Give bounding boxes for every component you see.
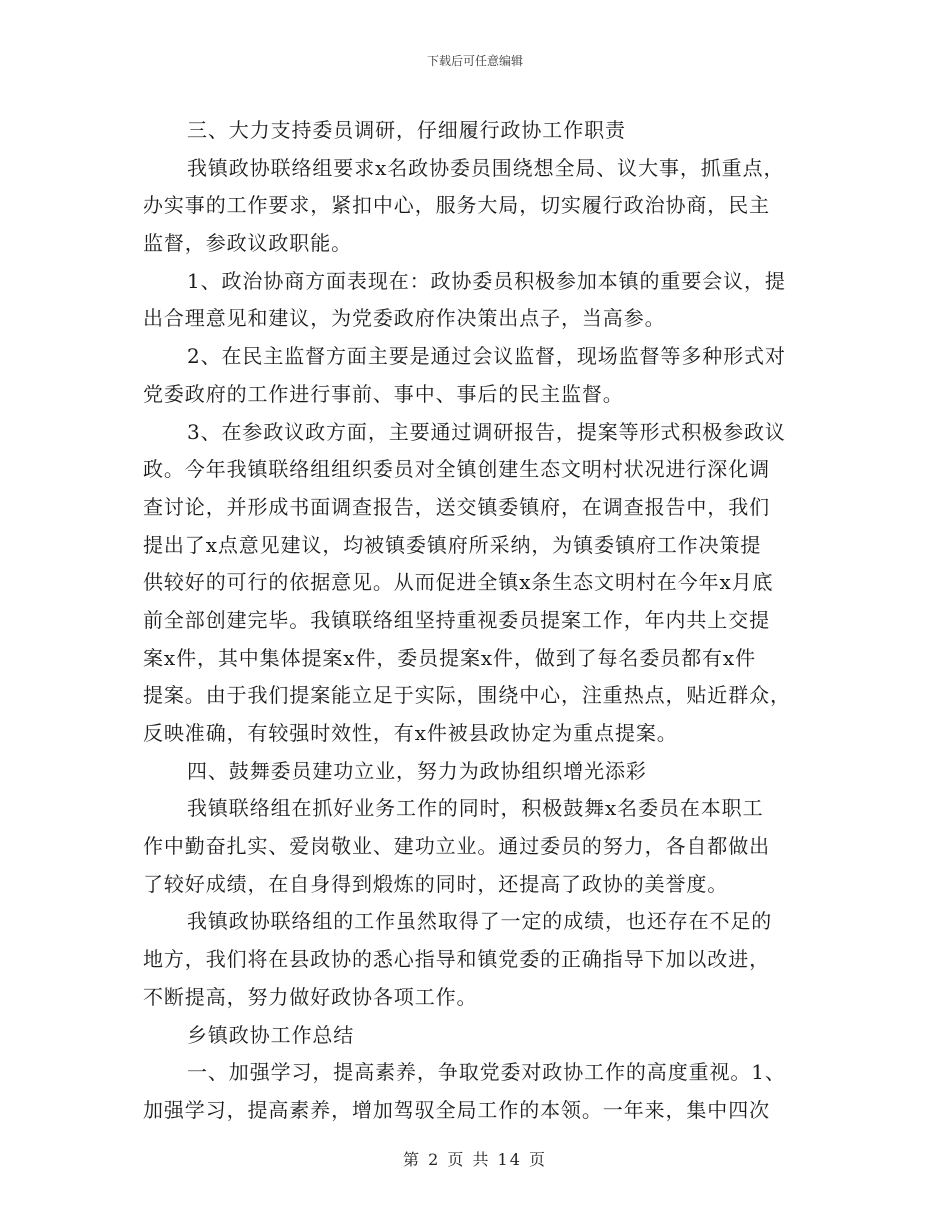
paragraph-line: 提出了x点意见建议，均被镇委镇府所采纳，为镇委镇府工作决策提: [143, 532, 762, 557]
section-heading-4: 四、鼓舞委员建功立业，努力为政协组织增光添彩: [187, 758, 647, 783]
paragraph-line: 政。今年我镇联络组组织委员对全镇创建生态文明村状况进行深化调: [143, 457, 770, 482]
paragraph-line: 查讨论，并形成书面调查报告，送交镇委镇府，在调查报告中，我们: [143, 494, 770, 519]
paragraph-line: 前全部创建完毕。我镇联络组坚持重视委员提案工作，年内共上交提: [143, 607, 770, 632]
paragraph-line: 作中勤奋扎实、爱岗敬业、建功立业。通过委员的努力，各自都做出: [143, 834, 770, 859]
paragraph-line: 2、在民主监督方面主要是通过会议监督，现场监督等多种形式对: [187, 344, 786, 369]
body-text: [143, 112, 813, 1130]
paragraph-line: 我镇政协联络组的工作虽然取得了一定的成绩，也还存在不足的: [187, 909, 773, 934]
paragraph-line: 监督，参政议政职能。: [143, 231, 352, 256]
paragraph-line: 案x件，其中集体提案x件，委员提案x件，做到了每名委员都有x件: [143, 645, 757, 670]
page-number: 第 2 页 共 14 页: [403, 1150, 547, 1169]
paragraph-line: 提案。由于我们提案能立足于实际，围绕中心，注重热点，贴近群众，: [143, 683, 791, 708]
paragraph-line: 供较好的可行的依据意见。从而促进全镇x条生态文明村在今年x月底: [143, 570, 774, 595]
paragraph-line: 办实事的工作要求，紧扣中心，服务大局，切实履行政治协商，民主: [143, 193, 770, 218]
paragraph-line: 地方，我们将在县政协的悉心指导和镇党委的正确指导下加以改进，: [143, 947, 770, 972]
paragraph-line: 不断提高，努力做好政协各项工作。: [143, 984, 478, 1009]
section-heading-3: 三、大力支持委员调研，仔细履行政协工作职责: [187, 118, 626, 142]
document-subtitle: 乡镇政协工作总结: [187, 1022, 355, 1047]
paragraph-line: 加强学习，提高素养，增加驾驭全局工作的本领。一年来，集中四次: [143, 1097, 770, 1122]
paragraph-line: 出合理意见和建议，为党委政府作决策出点子，当高参。: [143, 306, 666, 331]
paragraph-line: 我镇政协联络组要求x名政协委员围绕想全局、议大事，抓重点，: [187, 155, 785, 180]
paragraph-line: 一、加强学习，提高素养，争取党委对政协工作的高度重视。1、: [187, 1060, 786, 1085]
paragraph-line: 反映准确，有较强时效性，有x件被县政协定为重点提案。: [143, 721, 678, 745]
paragraph-line: 3、在参政议政方面，主要通过调研报告，提案等形式积极参政议: [187, 419, 786, 444]
paragraph-line: 党委政府的工作进行事前、事中、事后的民主监督。: [143, 381, 624, 406]
paragraph-line: 1、政治协商方面表现在：政协委员积极参加本镇的重要会议，提: [187, 268, 786, 293]
paragraph-line: 了较好成绩，在自身得到煅炼的同时，还提高了政协的美誉度。: [143, 871, 729, 896]
header-note: 下载后可任意编辑: [426, 54, 523, 68]
paragraph-line: 我镇联络组在抓好业务工作的同时，积极鼓舞x名委员在本职工: [187, 796, 764, 821]
